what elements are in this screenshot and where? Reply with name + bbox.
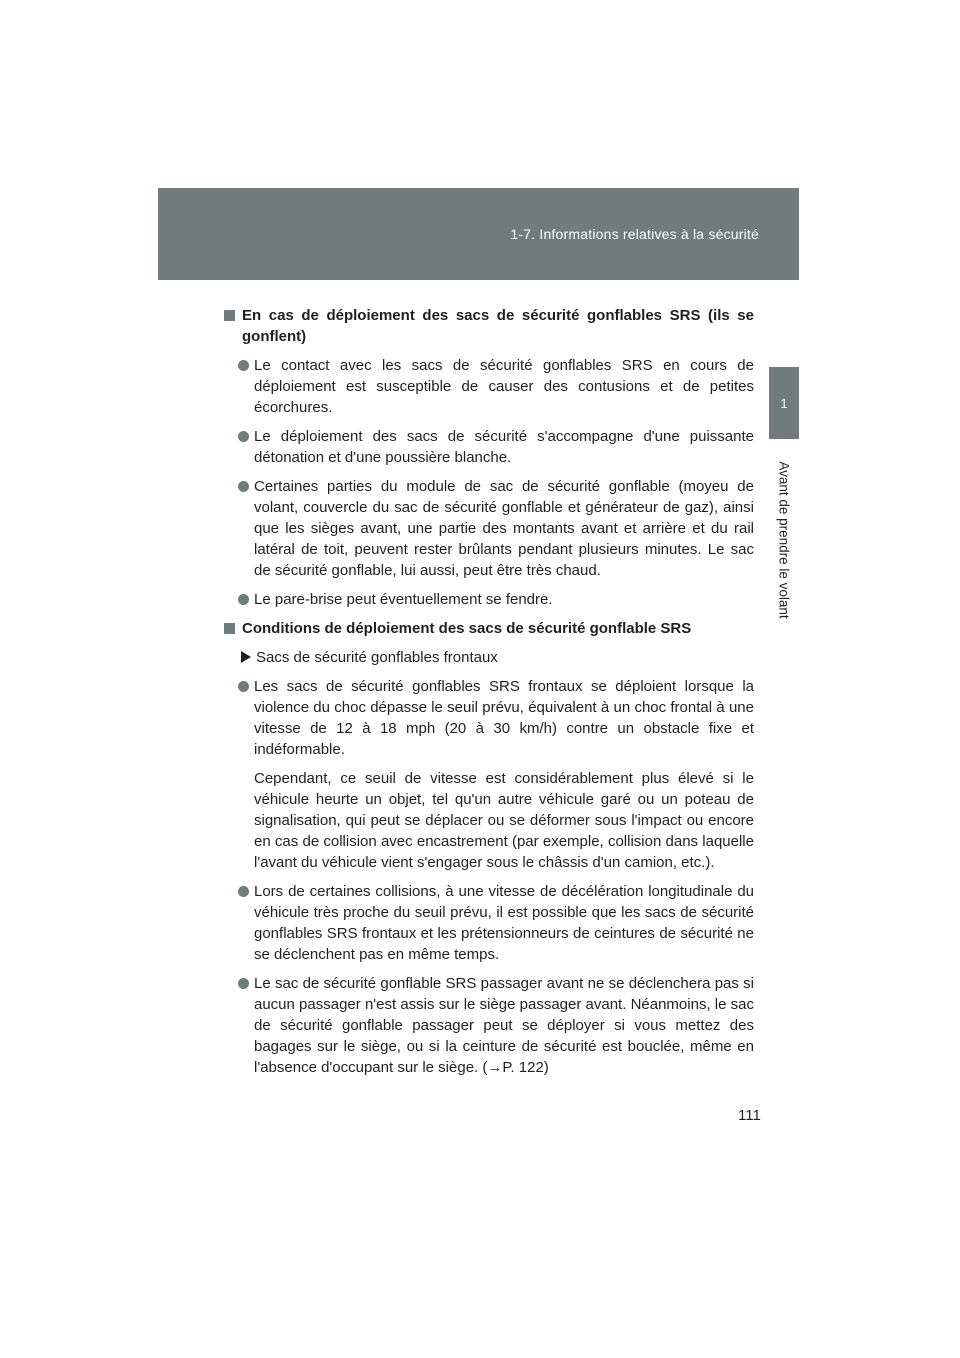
- list-item-text: Le pare-brise peut éventuellement se fendre.: [254, 591, 553, 608]
- subheading-text: Sacs de sécurité gonflables frontaux: [256, 649, 498, 666]
- round-bullet-icon: [238, 681, 249, 692]
- list-item: [222, 476, 754, 581]
- chapter-label: Avant de prendre le volant: [776, 461, 792, 619]
- round-bullet-icon: [238, 594, 249, 605]
- section-heading: [222, 305, 754, 347]
- list-item: [222, 881, 754, 965]
- section-title: 1-7. Informations relatives à la sécurité: [510, 226, 759, 242]
- list-item-text: Le sac de sécurité gonflable SRS passager avant ne se déclenchera pas si aucun passager n'est assis sur le siège passager avant. Néanmoins, le sac de sécurité gonflable passager peut se déployer si vous mettez des bagages sur le siège, ou si la ceinture de sécurité est bouclée, même en l'absence d'occupant sur le siège. (→P. 122): [254, 975, 754, 1076]
- chapter-tab: [769, 367, 799, 439]
- list-item: [222, 973, 754, 1078]
- square-bullet-icon: [224, 310, 235, 321]
- paragraph: Cependant, ce seuil de vitesse est considérablement plus élevé si le véhicule heurte un objet, tel qu'un autre véhicule garé ou un poteau de signalisation, qui peut se déplacer ou se déformer sous l'impact ou encore en cas de collision avec encastrement (par exemple, collision dans laquelle l'avant du véhicule vient s'engager sous le châssis d'un camion, etc.).: [254, 770, 754, 871]
- section-heading: [222, 618, 754, 639]
- heading-text: En cas de déploiement des sacs de sécurité gonflables SRS (ils se gonflent): [242, 307, 754, 345]
- page-content: [222, 305, 754, 1086]
- square-bullet-icon: [224, 623, 235, 634]
- list-item-text: Certaines parties du module de sac de sécurité gonflable (moyeu de volant, couvercle du sac de sécurité gonflable et générateur de gaz), ainsi que les sièges avant, une partie des montants avant et arrière et du rail latéral de toit, peuvent rester brûlants pendant plusieurs minutes. Le sac de sécurité gonflable, lui aussi, peut être très chaud.: [254, 478, 754, 579]
- round-bullet-icon: [238, 978, 249, 989]
- header-band: [158, 188, 799, 280]
- list-item: [222, 426, 754, 468]
- list-item: [222, 355, 754, 418]
- subheading: [222, 647, 754, 668]
- list-item-text: Lors de certaines collisions, à une vitesse de décélération longitudinale du véhicule très proche du seuil prévu, il est possible que les sacs de sécurité gonflables SRS frontaux et les prétensionneurs de ceintures de sécurité ne se déclenchent pas en même temps.: [254, 883, 754, 963]
- chapter-number: 1: [780, 396, 788, 411]
- list-item-text: Le contact avec les sacs de sécurité gonflables SRS en cours de déploiement est susceptible de causer des contusions et de petites écorchures.: [254, 357, 754, 416]
- page-number: 111: [738, 1107, 761, 1124]
- list-item: [222, 589, 754, 610]
- round-bullet-icon: [238, 481, 249, 492]
- heading-text: Conditions de déploiement des sacs de sécurité gonflable SRS: [242, 620, 692, 637]
- round-bullet-icon: [238, 886, 249, 897]
- round-bullet-icon: [238, 431, 249, 442]
- triangle-arrow-icon: [241, 651, 251, 663]
- round-bullet-icon: [238, 360, 249, 371]
- list-item-text: Les sacs de sécurité gonflables SRS frontaux se déploient lorsque la violence du choc dépasse le seuil prévu, équivalent à un choc frontal à une vitesse de 12 à 18 mph (20 à 30 km/h) contre un obstacle fixe et indéformable.: [254, 678, 754, 758]
- list-item-text: Le déploiement des sacs de sécurité s'accompagne d'une puissante détonation et d'une poussière blanche.: [254, 428, 754, 466]
- list-item: [222, 676, 754, 760]
